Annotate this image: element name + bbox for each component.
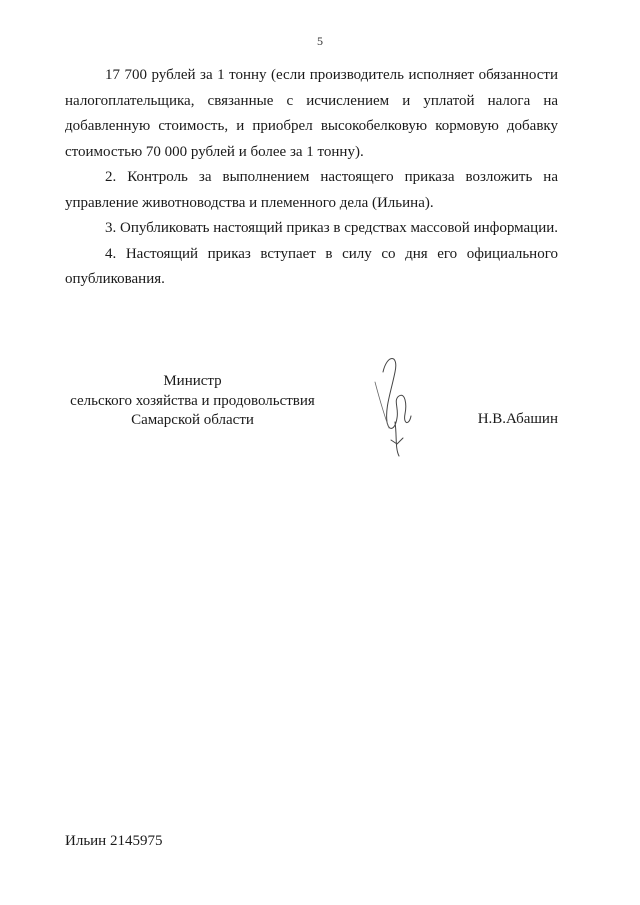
- minister-title-line: сельского хозяйства и продовольствия: [70, 392, 315, 409]
- minister-title-line: Министр: [163, 373, 222, 389]
- paragraph-control-clause: 2. Контроль за выполнением настоящего приказа возложить на управление животноводства и племенного дела (Ильина).: [65, 169, 558, 211]
- minister-title: [65, 372, 320, 431]
- minister-name: Н.В.Абашин: [477, 411, 558, 427]
- executor-note: Ильин 2145975: [65, 833, 163, 849]
- page-number: 5: [317, 34, 323, 48]
- paragraph-price-clause: 17 700 рублей за 1 тонну (если производитель исполняет обязанности налогоплательщика, связанные с исчислением и уплатой налога на добавленную стоимость, и приобрел высокобелковую кормовую добавку стоимостью 70 000 рублей и более за 1 тонну).: [65, 67, 558, 160]
- minister-title-line: Самарской области: [131, 412, 254, 428]
- signature-block: [65, 372, 558, 472]
- paragraph-publish-clause: 3. Опубликовать настоящий приказ в средствах массовой информации.: [105, 220, 559, 236]
- document-body: [65, 63, 558, 293]
- paragraph-effect-clause: 4. Настоящий приказ вступает в силу со дня его официального опубликования.: [65, 245, 558, 287]
- handwritten-signature: [365, 352, 425, 462]
